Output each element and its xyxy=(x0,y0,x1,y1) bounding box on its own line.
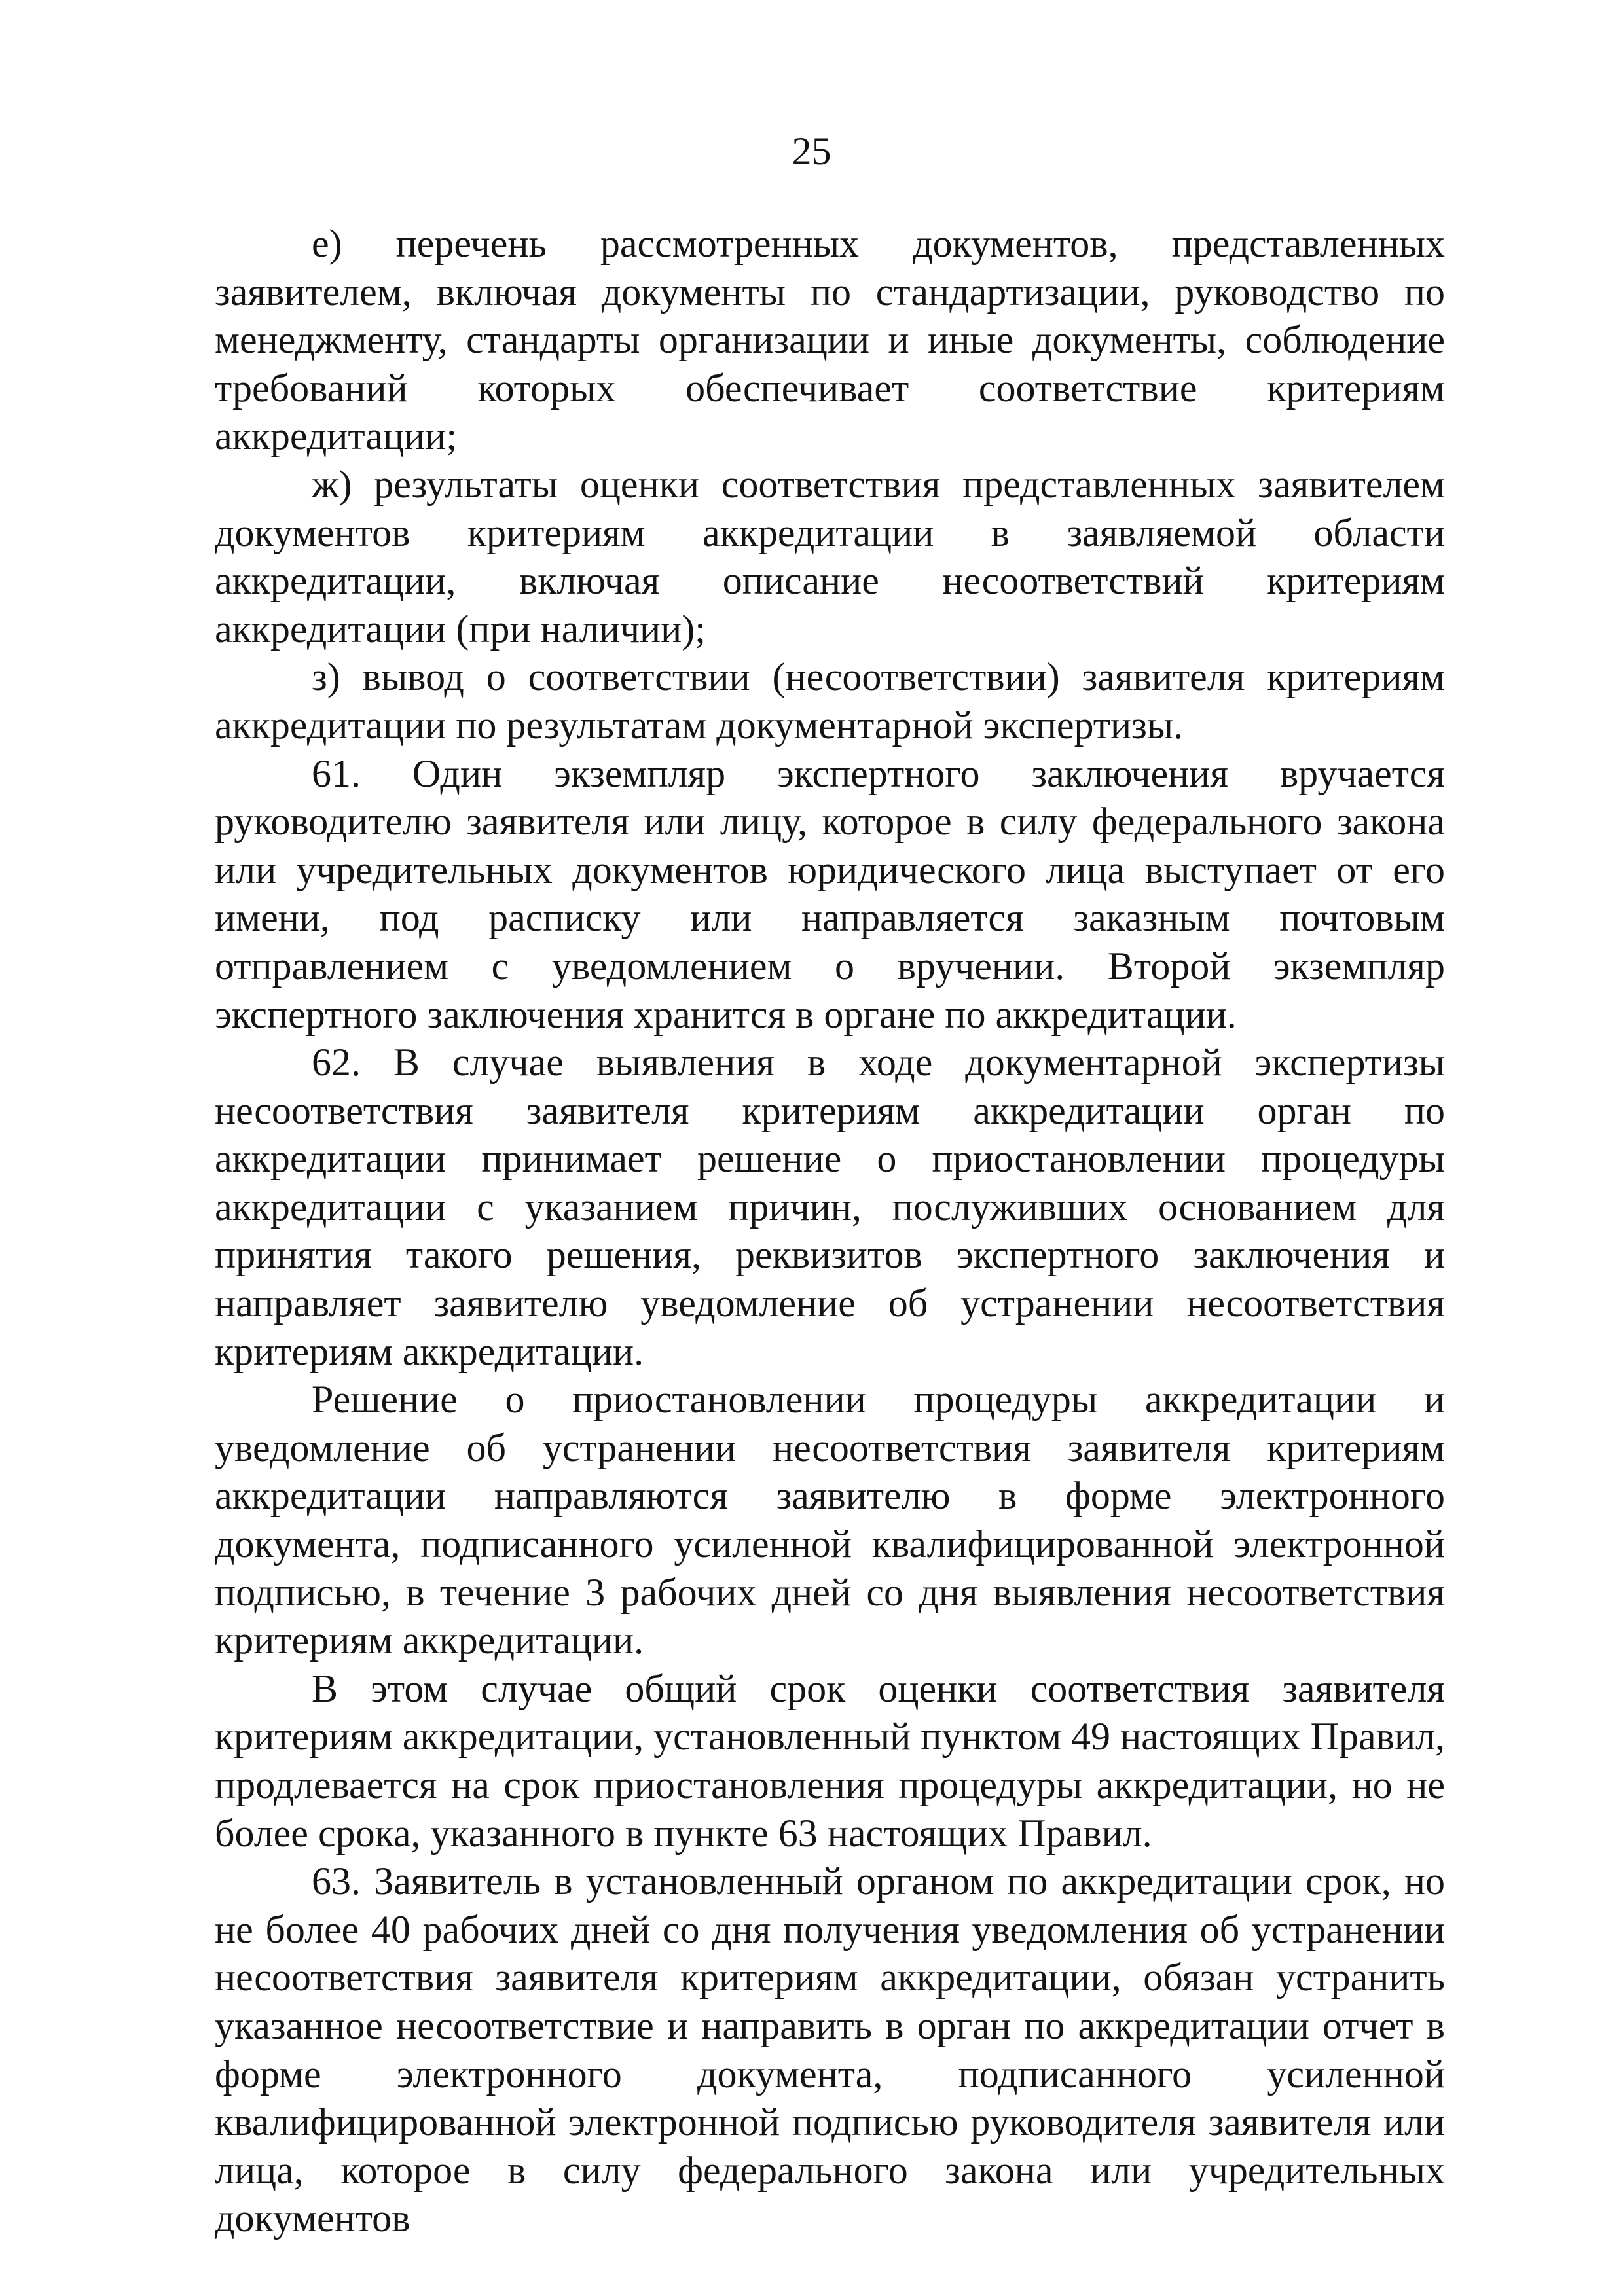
paragraph-item-e: е) перечень рассмотренных документов, представленных заявителем, включая документы по стандартизации, руководство по менеджменту, стандарты организации и иные документы, соблюдение требований которых обеспечивает соответствие критериям аккредитации; xyxy=(215,222,1445,458)
paragraph-suspension-decision: Решение о приостановлении процедуры аккредитации и уведомление об устранении несоответствия заявителя критериям аккредитации направляются заявителю в форме электронного документа, подписанного усиленной квалифицированной электронной подписью, в течение 3 рабочих дней со дня выявления несоответствия критериям аккредитации. xyxy=(215,1378,1445,1662)
paragraph-61: 61. Один экземпляр экспертного заключения вручается руководителю заявителя или лицу, которое в силу федерального закона или учредительных документов юридического лица выступает от его имени, под расписку или направляется заказным почтовым отправлением с уведомлением о вручении. Второй экземпляр экспертного заключения хранится в органе по аккредитации. xyxy=(215,751,1445,1036)
paragraph-item-zh: ж) результаты оценки соответствия представленных заявителем документов критериям аккредитации в заявляемой области аккредитации, включая описание несоответствий критериям аккредитации (при наличии); xyxy=(215,462,1445,651)
document-body xyxy=(215,220,1445,2243)
paragraph-item-z: з) вывод о соответствии (несоответствии) заявителя критериям аккредитации по результатам документарной экспертизы. xyxy=(215,655,1445,747)
page-number: 25 xyxy=(792,130,831,173)
paragraph-term-extension: В этом случае общий срок оценки соответствия заявителя критериям аккредитации, установленный пунктом 49 настоящих Правил, продлевается на срок приостановления процедуры аккредитации, но не более срока, указанного в пункте 63 настоящих Правил. xyxy=(215,1666,1445,1855)
paragraph-63: 63. Заявитель в установленный органом по аккредитации срок, но не более 40 рабочих дней со дня получения уведомления об устранении несоответствия заявителя критериям аккредитации, обязан устранить указанное несоответствие и направить в орган по аккредитации отчет в форме электронного документа, подписанного усиленной квалифицированной электронной подписью руководителя заявителя или лица, которое в силу федерального закона или учредительных документов xyxy=(215,1859,1445,2240)
paragraph-62: 62. В случае выявления в ходе документарной экспертизы несоответствия заявителя критериям аккредитации орган по аккредитации принимает решение о приостановлении процедуры аккредитации с указанием причин, послуживших основанием для принятия такого решения, реквизитов экспертного заключения и направляет заявителю уведомление об устранении несоответствия критериям аккредитации. xyxy=(215,1041,1445,1373)
